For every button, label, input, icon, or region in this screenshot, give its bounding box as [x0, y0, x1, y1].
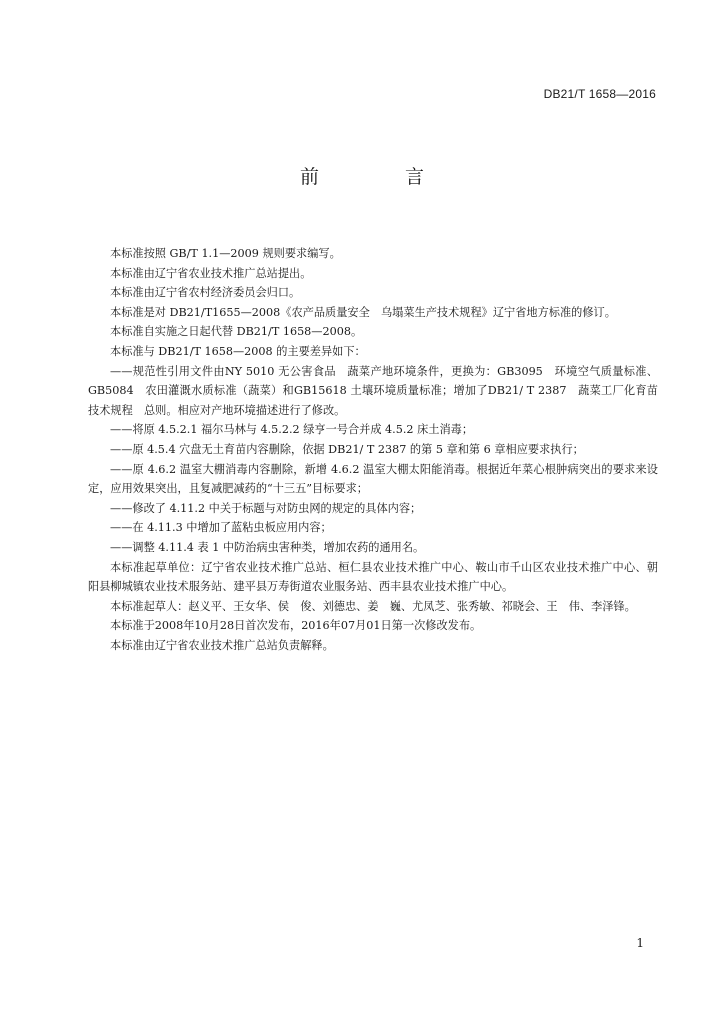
standard-code: DB21/T 1658—2016	[543, 87, 656, 101]
paragraph: ——在 4.11.3 中增加了蓝粘虫板应用内容；	[110, 521, 332, 535]
paragraph: 本标准于2008年10月28日首次发布，2016年07月01日第一次修改发布。	[110, 619, 482, 633]
paragraph: ——原 4.6.2 温室大棚消毒内容删除，新增 4.6.2 温室大棚太阳能消毒。根据近年菜心根肿病突出的要求来设定，应用效果突出，且复减肥减药的“十三五”目标要求；	[88, 462, 658, 496]
paragraph: ——规范性引用文件由NY 5010 无公害食品 蔬菜产地环境条件，更换为：GB3095 环境空气质量标准、GB5084 农田灌溉水质标准（蔬菜）和GB15618 土壤环境质量标准；增加了DB21/ T 2387 蔬菜工厂化育苗技术规程 总则。相应对产地环境描述进行了修改。	[88, 364, 658, 417]
paragraph: 本标准由辽宁省农业技术推广总站提出。	[110, 266, 312, 280]
paragraph: 本标准与 DB21/T 1658—2008 的主要差异如下：	[110, 344, 366, 358]
paragraph: 本标准起草单位：辽宁省农业技术推广总站、桓仁县农业技术推广中心、鞍山市千山区农业技术推广中心、朝阳县柳城镇农业技术服务站、建平县万寿街道农业服务站、西丰县农业技术推广中心。	[88, 560, 658, 594]
paragraph: ——原 4.5.4 穴盘无土育苗内容删除，依据 DB21/ T 2387 的第 5 章和第 6 章相应要求执行；	[110, 442, 584, 456]
paragraph: ——将原 4.5.2.1 福尔马林与 4.5.2.2 绿亨一号合并成 4.5.2 床土消毒；	[110, 423, 474, 437]
paragraph: 本标准由辽宁省农村经济委员会归口。	[110, 286, 301, 300]
page-number: 1	[636, 936, 644, 950]
paragraph: 本标准起草人：赵义平、王女华、侯 俊、刘德忠、姜 巍、尤凤芝、张秀敏、祁晓会、王 伟、李泽锋。	[110, 599, 636, 613]
paragraph: 本标准自实施之日起代替 DB21/T 1658—2008。	[110, 325, 363, 339]
paragraph: ——修改了 4.11.2 中关于标题与对防虫网的规定的具体内容；	[110, 501, 422, 515]
paragraph: 本标准按照 GB/T 1.1—2009 规则要求编写。	[110, 247, 341, 260]
paragraph: 本标准是对 DB21/T1655—2008《农产品质量安全 乌塌菜生产技术规程》辽宁省地方标准的修订。	[110, 305, 616, 319]
paragraph: 本标准由辽宁省农业技术推广总站负责解释。	[110, 638, 334, 652]
foreword-body	[88, 244, 658, 655]
page-title: 前 言	[299, 166, 465, 188]
paragraph: ——调整 4.11.4 表 1 中防治病虫害种类，增加农药的通用名。	[110, 540, 425, 554]
